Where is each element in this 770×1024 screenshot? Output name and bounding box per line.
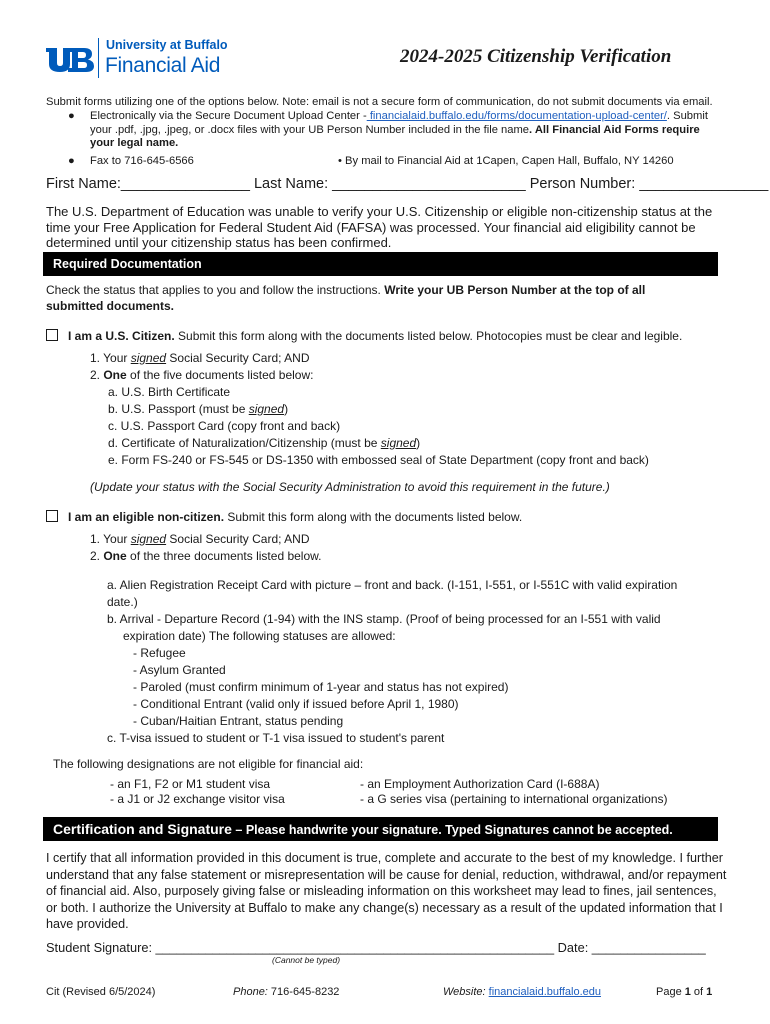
ineligible-right [360,777,668,807]
bullet-mail: • By mail to Financial Aid at 1Capen, Capen Hall, Buffalo, NY 14260 [338,155,674,167]
certification-title: Certification and Signature [53,821,232,837]
list-item: c. T-visa issued to student or T-1 visa issued to student's parent [107,731,445,745]
ssa-update-note: (Update your status with the Social Security Administration to avoid this requirement in the future.) [90,480,610,494]
fax-text: Fax to 716-645-6566 [90,155,194,167]
us-citizen-instructions: Submit this form along with the documents listed below. Photocopies must be clear and legible. [174,329,683,343]
notice-line: time your Free Application for Federal Student Aid (FAFSA) was processed. Your financial aid eligibility cannot be [46,219,696,235]
website-link[interactable]: financialaid.buffalo.edu [488,986,601,998]
ineligible-left [110,777,285,807]
status-item: - Refugee [133,646,186,660]
revision-date: Cit (Revised 6/5/2024) [46,986,156,998]
cannot-be-typed-note: (Cannot be typed) [272,955,341,965]
list-item: 2. One of the three documents listed below. [90,548,322,563]
status-list [107,645,677,730]
ineligible-heading: The following designations are not eligible for financial aid: [53,757,364,771]
status-item: - Asylum Granted [133,663,226,677]
list-item: expiration date) The following statuses are allowed: [123,629,396,643]
ub-financial-aid-logo [46,36,246,84]
ineligible-item: - an Employment Authorization Card (I-688A) [360,777,600,791]
notice-paragraph [46,204,712,251]
bullet-electronic-text: Electronically via the Secure Document Upload Center - [90,110,367,122]
list-item: e. Form FS-240 or FS-545 or DS-1350 with embossed seal of State Department (copy front and back) [108,453,649,467]
instructions-bold: Write your UB Person Number at the top of all [384,283,646,297]
certification-bar [43,817,718,841]
certification-line: of financial aid. Also, purposely giving false or misleading information on this worksheet may lead to fines, jail sentences, [46,884,717,898]
instructions-text: Check the status that applies to you and follow the instructions. [46,283,385,297]
legal-name-requirement-end: your legal name. [90,137,179,149]
name-person-number-fields[interactable]: First Name:________________ Last Name: ________________________ Person Number: ________________ [46,176,769,192]
bullet-electronic-line2-text: your .pdf, .jpg, .jpeg, or .docx files with your UB Person Number included in the file name [90,124,530,136]
phone-label: Phone: [233,986,271,998]
instructions-bold-end: submitted documents. [46,299,175,313]
list-item: b. Arrival - Departure Record (1-94) with the INS stamp. (Proof of being processed for an I-551 with valid [107,612,661,626]
logo-university-text: University at Buffalo [106,38,228,52]
submission-note: Submit forms utilizing one of the options below. Note: email is not a secure form of communication, do not submit documents via email. [46,96,713,108]
non-citizen-list [90,531,321,564]
document-title: 2024-2025 Citizenship Verification [400,46,672,67]
list-item: a. U.S. Birth Certificate [108,385,231,399]
certification-line: or both. I authorize the University at Buffalo to make any change(s) necessary as a result of the updated information that I [46,900,723,915]
non-citizen-checkbox[interactable] [46,510,58,522]
list-item: d. Certificate of Naturalization/Citizenship (must be signed) [108,436,421,450]
page-number: Page 1 of 1 [656,986,713,998]
us-citizen-option [46,328,682,344]
status-item: - Cuban/Haitian Entrant, status pending [133,714,344,728]
footer-phone [233,986,339,998]
ineligible-item: - a J1 or J2 exchange visitor visa [110,792,285,806]
upload-center-link[interactable]: financialaid.buffalo.edu/forms/documentation-upload-center/ [366,110,667,122]
non-citizen-option [46,509,522,525]
certification-line: understand that any false statement or misrepresentation will be cause for denial, reduction, withdrawal, and/or repayment [46,867,727,882]
ineligible-item: - a G series visa (pertaining to international organizations) [360,792,668,806]
us-citizen-heading: I am a U.S. Citizen. [68,329,175,343]
notice-line: The U.S. Department of Education was unable to verify your U.S. Citizenship or eligible non-citizenship status at the [46,204,713,219]
us-citizen-list [90,350,649,469]
list-item: b. U.S. Passport (must be signed) [108,402,289,416]
signature-date-line[interactable]: Student Signature: ________________________________________________________ Date: ________________ [46,940,706,955]
certification-line: I certify that all information provided in this document is true, complete and accurate to the best of my knowledge. I further [46,851,723,865]
required-doc-instructions [46,282,645,314]
certification-statement [46,850,726,933]
required-documentation-bar: Required Documentation [43,252,718,276]
ineligible-item: - an F1, F2 or M1 student visa [110,777,271,791]
list-item: 1. Your signed Social Security Card; AND [90,532,310,546]
us-citizen-checkbox[interactable] [46,329,58,341]
list-item: 1. Your signed Social Security Card; AND [90,351,310,365]
footer-website [443,986,601,998]
certification-instruction: – Please handwrite your signature. Typed Signatures cannot be accepted. [231,823,673,837]
non-citizen-instructions: Submit this form along with the documents listed below. [224,510,523,524]
bullet-electronic-line2 [90,123,700,137]
legal-name-requirement: . All Financial Aid Forms require [529,124,700,136]
website-label: Website: [443,986,489,998]
non-citizen-heading: I am an eligible non-citizen. [68,510,225,524]
list-item: c. U.S. Passport Card (copy front and back) [108,419,341,433]
bullet-electronic-suffix: . Submit [666,110,708,122]
bullet-electronic-line3 [90,136,178,150]
status-item: - Paroled (must confirm minimum of 1-year and status has not expired) [133,680,509,694]
status-item: - Conditional Entrant (valid only if issued before April 1, 1980) [133,697,459,711]
bullet-dot: ● [68,110,75,122]
list-item: a. Alien Registration Receipt Card with picture – front and back. (I-151, I-551, or I-551C with valid expiration [107,578,678,592]
ub-logo-icon [46,48,94,72]
non-citizen-docs [107,577,677,747]
phone-number: 716-645-8232 [270,986,340,998]
notice-line: determined until your citizenship status has been confirmed. [46,235,392,250]
logo-financial-aid-text: Financial Aid [105,54,221,77]
bullet-dot: ● [68,155,75,167]
logo-divider [98,38,99,78]
list-item: 2. One of the five documents listed below: [90,368,314,382]
certification-line: have provided. [46,917,129,931]
list-item: date.) [107,595,138,609]
